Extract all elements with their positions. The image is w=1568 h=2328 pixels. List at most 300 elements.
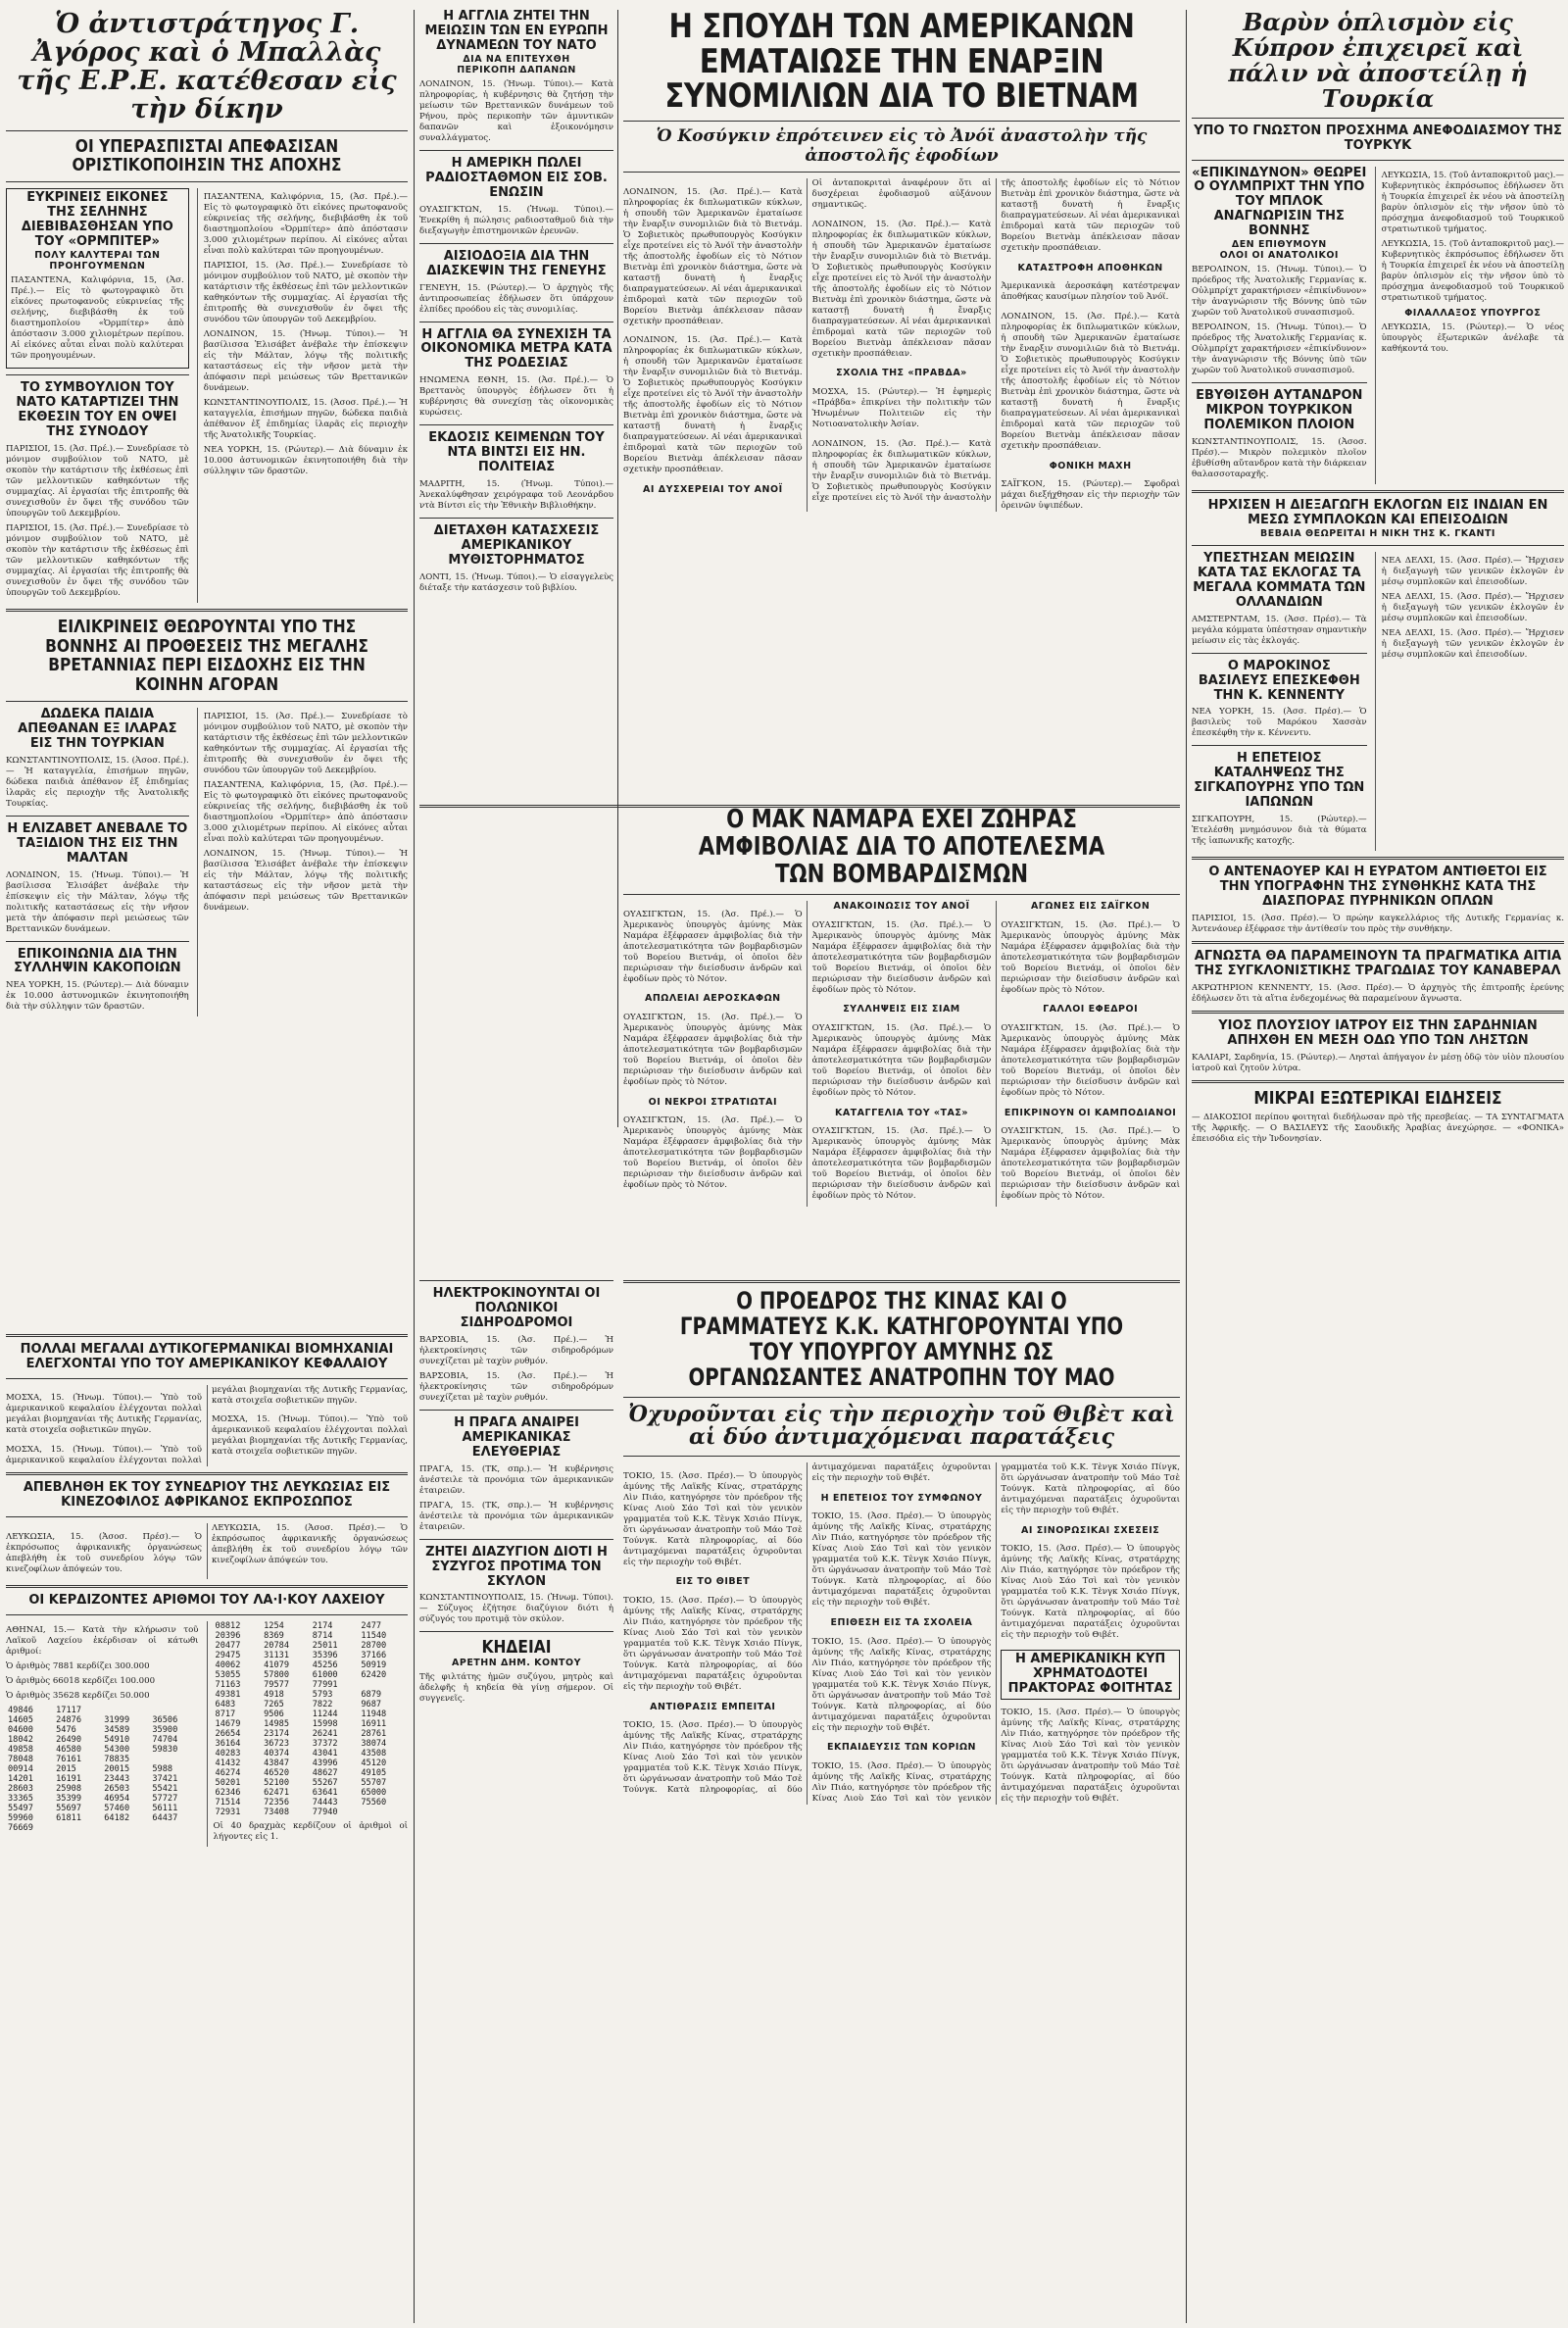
headline-criminals: ΕΠΙΚΟΙΝΩΝΙΑ ΔΙΑ ΤΗΝ ΣΥΛΛΗΨΙΝ ΚΑΚΟΠΟΙΩΝ xyxy=(14,946,181,976)
lottery-number: 52100 xyxy=(264,1777,289,1788)
lottery-number: 57460 xyxy=(104,1803,130,1813)
lottery-number: 6879 xyxy=(361,1689,382,1700)
article-depots-body: Ἀμερικανικὰ ἀεροσκάφη κατέστρεψαν ἀποθήκας καυσίμων πλησίον τοῦ Ἀνόϊ. xyxy=(1001,281,1180,303)
article-china-body-6: ΤΟΚΙΟ, 15. (Ἀσσ. Πρέσ).— Ὁ ὑπουργὸς ἀμύνης τῆς Λαϊκῆς Κίνας, στρατάρχης Λὶν Πιάο, κατηγόρησε τὸν πρόεδρον τῆς Κίνας Λιοὺ Σάο Τσὶ καὶ τὸν γενικὸν γραμματέα τοῦ Κ.Κ. Τὲνγκ Χσιάο Πίνγκ, ὅτι ὠργάνωσαν ἀνατροπὴν τοῦ Μάο Τσὲ Τούνγκ. Κατὰ πληροφορίας, αἱ δύο ἀντιμαχόμεναι παρατάξεις ὀχυροῦνται εἰς τὴν περιοχὴν τοῦ Θιβέτ. xyxy=(811,1462,1180,1804)
article-divorce-body: ΚΩΝΣΤΑΝΤΙΝΟΥΠΟΛΙΣ, 15. (Ἠνωμ. Τύποι).— Σύζυγος ἐζήτησε διαζύγιον διότι ἡ σύζυγός του προτιμᾷ τὸν σκύλον. xyxy=(419,1593,613,1625)
lottery-number: 00914 xyxy=(8,1763,33,1774)
lottery-number: 59960 xyxy=(8,1812,33,1823)
lottery-row xyxy=(214,1739,408,1749)
article-trial-body-4: ΚΩΝΣΤΑΝΤΙΝΟΥΠΟΛΙΣ, 15. (Ἀσοσ. Πρέ.).— Ἡ καταγγελία, ἐπισήμων πηγῶν, δώδεκα παιδιὰ ἀπέθανον ἐξ ἐπιδημίας ἱλαρᾶς εἰς περιοχὴν τῆς Ἀνατολικῆς Τουρκίας. xyxy=(203,398,408,441)
article-vietnam-body-5: ΛΟΝΔΙΝΟΝ, 15. (Ἀσ. Πρέ.).— Κατὰ πληροφορίας ἐκ διπλωματικῶν κύκλων, ἡ σπουδὴ τῶν Ἀμερικανῶν ἐματαίωσε τὴν ἔναρξιν συνομιλιῶν διὰ τὸ Βιετνάμ. Ὁ Σοβιετικὸς πρωθυπουργὸς Κοσύγκιν εἶχε προτείνει εἰς τὸ Ἀνόϊ τὴν ἀναστολὴν τῆς ἀποστολῆς ἐφοδίων εἰς τὸ Νότιον Βιετνὰμ ἐπὶ χρονικὸν διάστημα, ὥστε νὰ καταστῇ δυνατὴ ἡ ἔναρξις διαπραγματεύσεων. Αἱ νέαι ἀμερικανικαὶ ἐπιδρομαὶ κατὰ τῶν περιοχῶν τοῦ Βορείου Βιετνὰμ ἀπέκλεισαν πᾶσαν σχετικὴν προσπάθειαν. xyxy=(1001,311,1180,451)
headline-morocco-king: Ο ΜΑΡΟΚΙΝΟΣ ΒΑΣΙΛΕΥΣ ΕΠΕΣΚΕΦΘΗ ΤΗΝ Κ. ΚΕΝΝΕΝΤΥ xyxy=(1198,658,1360,703)
lottery-second-prize: Ὁ ἀριθμὸς 66018 κερδίζει 100.000 xyxy=(6,1675,156,1686)
lottery-number: 08812 xyxy=(215,1620,241,1631)
lottery-row xyxy=(6,1745,199,1755)
lottery-number: 41079 xyxy=(264,1659,289,1670)
article-bonn-body-2: ΠΑΣΑΝΤΕΝΑ, Καλιφόρνια, 15, (Ἀσ. Πρέ.).— Εἰς τὸ φωτογραφικὸ ὅτι εἰκόνες πρωτοφανοῦς εὐκρινείας τῆς σελήνης, διεβιβάσθη ἐκ τοῦ διαστημοπλοίου «Ὀρμπίτερ» ἀπὸ ἀπόστασιν 3.000 χιλιομέτρων περίπου. Αἱ εἰκόνες αὗται εἶναι πολὺ καλύτεραι τῶν προηγουμένων. xyxy=(203,779,408,844)
article-battle-body: ΣΑΪΓΚΟΝ, 15. (Ρώυτερ).— Σφοδραὶ μάχαι διεξήχθησαν εἰς τὴν περιοχὴν τῶν ὀρεινῶν ὑψιπέδων. xyxy=(1001,479,1180,512)
article-morocco-body: ΝΕΑ ΥΟΡΚΗ, 15. (Ἀσσ. Πρέσ).— Ὁ βασιλεὺς τοῦ Μαρόκου Χασσὰν ἐπεσκέφθη τὴν κ. Κέννεντυ. xyxy=(1192,707,1367,739)
article-vinci-body: ΜΑΔΡΙΤΗ, 15. (Ἠνωμ. Τύποι).— Ἀνεκαλύφθησαν χειρόγραφα τοῦ Λεονάρδου ντὰ Βίντσι εἰς τὴν Ἐθνικὴν Βιβλιοθήκην. xyxy=(419,479,613,512)
lottery-number: 62420 xyxy=(361,1669,387,1680)
lottery-number: 15998 xyxy=(312,1718,338,1729)
lottery-number: 64437 xyxy=(152,1812,178,1823)
article-nicosia-body-2: ΛΕΥΚΩΣΙΑ, 15. (Ἀσοσ. Πρέσ).— Ὁ ἐκπρόσωπος ἀφρικανικῆς ὀργανώσεως ἀπεβλήθη ἐκ τοῦ συνεδρίου λόγῳ τῶν κινεζοφίλων ἀπόψεών του. xyxy=(212,1522,408,1565)
lottery-number: 64182 xyxy=(104,1812,130,1823)
article-prague-body-2: ΠΡΑΓΑ, 15. (ΤΚ, σπρ.).— Ἡ κυβέρνησις ἀνέστειλε τὰ προνόμια τῶν ἀμερικανικῶν ἐταιρειῶν. xyxy=(419,1500,613,1532)
headline-geneva: ΑΙΣΙΟΔΟΞΙΑ ΔΙΑ ΤΗΝ ΔΙΑΣΚΕΨΙΝ ΤΗΣ ΓΕΝΕΥΗΣ xyxy=(426,248,607,278)
lottery-number: 04600 xyxy=(8,1724,33,1735)
article-industries-body: ΜΟΣΧΑ, 15. (Ἠνωμ. Τύποι).— Ὑπὸ τοῦ ἀμερικανικοῦ κεφαλαίου ἐλέγχονται πολλαὶ μεγάλαι βιομηχανίαι τῆς Δυτικῆς Γερμανίας, κατὰ στοιχεῖα σοβιετικῶν πηγῶν. xyxy=(6,1393,202,1436)
headline-dutch-elections: ΥΠΕΣΤΗΣΑΝ ΜΕΙΩΣΙΝ ΚΑΤΑ ΤΑΣ ΕΚΛΟΓΑΣ ΤΑ ΜΕΓΑΛΑ ΚΟΜΜΑΤΑ ΤΩΝ ΟΛΛΑΝΔΙΩΝ xyxy=(1193,550,1366,610)
article-cyprus-body: ΛΕΥΚΩΣΙΑ, 15. (Τοῦ ἀνταποκριτοῦ μας).— Κυβερνητικὸς ἐκπρόσωπος ἐδήλωσεν ὅτι ἡ Τουρκία ἐπιχειρεῖ ἐκ νέου νὰ ἀποστείλῃ βαρὺν ὁπλισμὸν εἰς τὴν νῆσον ὑπὸ τὸ πρόσχημα ἀνεφοδιασμοῦ τοῦ Τουρκικοῦ στρατιωτικοῦ τμήματος. xyxy=(1381,170,1564,234)
lottery-number: 78048 xyxy=(8,1754,33,1764)
lottery-number: 14201 xyxy=(8,1773,33,1784)
article-pravda-body: ΜΟΣΧΑ, 15. (Ρώυτερ).— Ἡ ἐφημερὶς «Πράβδα» ἐπικρίνει τὴν πολιτικὴν τῶν Ἡνωμένων Πολιτειῶν εἰς τὴν Νοτιοανατολικὴν Ἀσίαν. xyxy=(811,386,992,429)
lottery-number: 20396 xyxy=(215,1630,241,1641)
lottery-row xyxy=(6,1764,199,1774)
lottery-number: 50201 xyxy=(215,1777,241,1788)
headline-elizabeth-malta: Η ΕΛΙΖΑΒΕΤ ΑΝΕΒΑΛΕ ΤΟ ΤΑΞΙΔΙΟΝ ΤΗΣ ΕΙΣ ΤΗΝ ΜΑΛΤΑΝ xyxy=(7,820,188,866)
article-nicosia-body: ΛΕΥΚΩΣΙΑ, 15. (Ἀσοσ. Πρέσ).— Ὁ ἐκπρόσωπος ἀφρικανικῆς ὀργανώσεως ἀπεβλήθη ἐκ τοῦ συνεδρίου λόγῳ τῶν κινεζοφίλων ἀπόψεών του. xyxy=(6,1531,202,1574)
lottery-number: 46520 xyxy=(264,1767,289,1778)
headline-adenauer-euratom: Ο ΑΝΤΕΝΑΟΥΕΡ ΚΑΙ Η ΕΥΡΑΤΟΜ ΑΝΤΙΘΕΤΟΙ ΕΙΣ ΤΗΝ ΥΠΟΓΡΑΦΗΝ ΤΗΣ ΣΥΝΘΗΚΗΣ ΚΑΤΑ ΤΗΣ ΔΙΑΣΠΟΡΑΣ ΠΥΡΗΝΙΚΩΝ ΟΠΛΩΝ xyxy=(1208,865,1547,910)
article-mcnamara-body-9: ΟΥΑΣΙΓΚΤΩΝ, 15. (Ἀσ. Πρέ.).— Ὁ Ἀμερικανὸς ὑπουργὸς ἀμύνης Μὰκ Ναμάρα ἐξέφρασεν ἀμφιβολίας διὰ τὴν ἀποτελεσματικότητα τῶν βομβαρδισμῶν τοῦ Βορείου Βιετνάμ, οἱ ὁποῖοι δὲν περιώρισαν τὴν διείσδυσιν ἀνδρῶν καὶ ἐφοδίων πρὸς τὸ Νότον. xyxy=(1001,1126,1180,1202)
subhead-hanoi-statement: ΑΝΑΚΟΙΝΩΣΙΣ ΤΟΥ ΑΝΟΪ xyxy=(833,901,970,913)
lottery-number: 50919 xyxy=(361,1659,387,1670)
article-trial-body-2: ΠΑΡΙΣΙΟΙ, 15. (Ἀσ. Πρέ.).— Συνεδρίασε τὸ μόνιμον συμβούλιον τοῦ ΝΑΤΟ, μὲ σκοπὸν τὴν κατάρτισιν τῆς ἐκθέσεως ἐπὶ τῶν μελλοντικῶν καθηκόντων τῆς συμμαχίας. Αἱ ἐργασίαι τῆς ἐπιτροπῆς θὰ συνεχισθοῦν ἐν ὄψει τῆς συνόδου τῶν ὑπουργῶν τοῦ Δεκεμβρίου. xyxy=(203,261,408,325)
mcnamara-story-content xyxy=(623,806,1180,1266)
lottery-table-b xyxy=(214,1621,408,1817)
article-ship-body: ΚΩΝΣΤΑΝΤΙΝΟΥΠΟΛΙΣ, 15. (Ἀσοσ. Πρέσ).— Μικρὸν πολεμικὸν πλοῖον ἐβυθίσθη αὔτανδρον κατὰ τὴν διάρκειαν θαλασσοταραχῆς. xyxy=(1192,437,1367,479)
lottery-number: 45120 xyxy=(361,1758,387,1768)
lottery-number: 41432 xyxy=(215,1758,241,1768)
lottery-number xyxy=(54,1823,102,1833)
lottery-number: 8717 xyxy=(215,1709,236,1719)
lottery-number: 46274 xyxy=(215,1767,241,1778)
subhead-anniversary: Η ΕΠΕΤΕΙΟΣ ΤΟΥ ΣΥΜΦΩΝΟΥ xyxy=(820,1492,983,1504)
subhead-sino-soviet: ΑΙ ΣΙΝΟΡΩΣΙΚΑΙ ΣΧΕΣΕΙΣ xyxy=(1021,1524,1160,1536)
lottery-number: 23443 xyxy=(104,1773,130,1784)
lottery-number: 14605 xyxy=(8,1714,33,1725)
lottery-number: 2174 xyxy=(312,1620,333,1631)
headline-defenders: ΟΙ ΥΠΕΡΑΣΠΙΣΤΑΙ ΑΠΕΦΑΣΙΣΑΝ ΟΡΙΣΤΙΚΟΠΟΙΗΣΙΝ ΤΗΣ ΑΠΟΧΗΣ xyxy=(72,135,342,176)
article-china-body-4: ΤΟΚΙΟ, 15. (Ἀσσ. Πρέσ).— Ὁ ὑπουργὸς ἀμύνης τῆς Λαϊκῆς Κίνας, στρατάρχης Λὶν Πιάο, κατηγόρησε τὸν πρόεδρον τῆς Κίνας Λιοὺ Σάο Τσὶ καὶ τὸν γενικὸν γραμματέα τοῦ Κ.Κ. Τὲνγκ Χσιάο Πίνγκ, ὅτι ὠργάνωσαν ἀνατροπὴν τοῦ Μάο Τσὲ Τούνγκ. Κατὰ πληροφορίας, αἱ δύο ἀντιμαχόμεναι παρατάξεις ὀχυροῦνται εἰς τὴν περιοχὴν τοῦ Θιβέτ. xyxy=(811,1511,992,1609)
lottery-number: 5793 xyxy=(312,1689,333,1700)
lottery-number: 54300 xyxy=(104,1744,130,1755)
lottery-row xyxy=(214,1651,408,1660)
subheadline-moon: ΠΟΛΥ ΚΑΛΥΤΕΡΑΙ ΤΩΝ ΠΡΟΗΓΟΥΜΕΝΩΝ xyxy=(34,249,161,272)
lottery-number: 55421 xyxy=(152,1783,178,1794)
article-mcnamara-body-2: ΟΥΑΣΙΓΚΤΩΝ, 15. (Ἀσ. Πρέ.).— Ὁ Ἀμερικανὸς ὑπουργὸς ἀμύνης Μὰκ Ναμάρα ἐξέφρασεν ἀμφιβολίας διὰ τὴν ἀποτελεσματικότητα τῶν βομβαρδισμῶν τοῦ Βορείου Βιετνάμ, οἱ ὁποῖοι δὲν περιώρισαν τὴν διείσδυσιν ἀνδρῶν καὶ ἐφοδίων πρὸς τὸ Νότον. xyxy=(623,1013,803,1088)
lottery-number: 62346 xyxy=(215,1787,241,1798)
lottery-row xyxy=(214,1621,408,1631)
subhead-girls-training: ΕΚΠΑΙΔΕΥΣΙΣ ΤΩΝ ΚΟΡΙΩΝ xyxy=(826,1742,976,1754)
lottery-row xyxy=(214,1729,408,1739)
article-mcnamara-body-3: ΟΥΑΣΙΓΚΤΩΝ, 15. (Ἀσ. Πρέ.).— Ὁ Ἀμερικανὸς ὑπουργὸς ἀμύνης Μὰκ Ναμάρα ἐξέφρασεν ἀμφιβολίας διὰ τὴν ἀποτελεσματικότητα τῶν βομβαρδισμῶν τοῦ Βορείου Βιετνάμ, οἱ ὁποῖοι δὲν περιώρισαν τὴν διείσδυσιν ἀνδρῶν καὶ ἐφοδίων πρὸς τὸ Νότον. xyxy=(623,1115,803,1191)
article-china-body-3: ΤΟΚΙΟ, 15. (Ἀσσ. Πρέσ).— Ὁ ὑπουργὸς ἀμύνης τῆς Λαϊκῆς Κίνας, στρατάρχης Λὶν Πιάο, κατηγόρησε τὸν πρόεδρον τῆς Κίνας Λιοὺ Σάο Τσὶ καὶ τὸν γενικὸν γραμματέα τοῦ Κ.Κ. Τὲνγκ Χσιάο Πίνγκ, ὅτι ὠργάνωσαν ἀνατροπὴν τοῦ Μάο Τσὲ Τούνγκ. Κατὰ πληροφορίας, αἱ δύο ἀντιμαχόμεναι παρατάξεις ὀχυροῦνται εἰς τὴν περιοχὴν τοῦ Θιβέτ. xyxy=(623,1462,992,1796)
subhead-saigon: ΑΓΩΝΕΣ ΕΙΣ ΣΑΪΓΚΟΝ xyxy=(1030,901,1151,913)
article-bonn-body-3: ΛΟΝΔΙΝΟΝ, 15. (Ἠνωμ. Τύποι).— Ἡ βασίλισσα Ἐλισάβετ ἀνέβαλε τὴν ἐπίσκεψιν εἰς τὴν Μάλταν, λόγῳ τῆς πολιτικῆς καταστάσεως εἰς τὴν νῆσον μετὰ τὴν ἀπόφασιν περὶ μειώσεως τῶν Βρεττανικῶν δυνάμεων. xyxy=(203,848,408,913)
lottery-number: 14679 xyxy=(215,1718,241,1729)
subhead-french-reservists: ΓΑΛΛΟΙ ΕΦΕΔΡΟΙ xyxy=(1043,1004,1139,1015)
lottery-row xyxy=(214,1709,408,1719)
article-prague-body: ΠΡΑΓΑ, 15. (ΤΚ, σπρ.).— Ἡ κυβέρνησις ἀνέστειλε τὰ προνόμια τῶν ἀμερικανικῶν ἐταιρειῶν. xyxy=(419,1463,613,1496)
lottery-number: 26241 xyxy=(312,1728,338,1739)
lottery-number: 59830 xyxy=(152,1744,178,1755)
lottery-row xyxy=(6,1813,199,1823)
lottery-number: 49846 xyxy=(8,1705,33,1715)
subheadline-achieve: ΔΙΑ ΝΑ ΕΠΙΤΕΥΧΘΗ xyxy=(463,53,570,65)
lottery-number: 35900 xyxy=(152,1724,178,1735)
lottery-number: 76161 xyxy=(56,1754,81,1764)
article-mcnamara-body: ΟΥΑΣΙΓΚΤΩΝ, 15. (Ἀσ. Πρέ.).— Ὁ Ἀμερικανὸς ὑπουργὸς ἀμύνης Μὰκ Ναμάρα ἐξέφρασεν ἀμφιβολίας διὰ τὴν ἀποτελεσματικότητα τῶν βομβαρδισμῶν τοῦ Βορείου Βιετνάμ, οἱ ὁποῖοι δὲν περιώρισαν τὴν διείσδυσιν ἀνδρῶν καὶ ἐφοδίων πρὸς τὸ Νότον. xyxy=(623,909,803,984)
article-china-body-2: ΤΟΚΙΟ, 15. (Ἀσσ. Πρέσ).— Ὁ ὑπουργὸς ἀμύνης τῆς Λαϊκῆς Κίνας, στρατάρχης Λὶν Πιάο, κατηγόρησε τὸν πρόεδρον τῆς Κίνας Λιοὺ Σάο Τσὶ καὶ τὸν γενικὸν γραμματέα τοῦ Κ.Κ. Τὲνγκ Χσιάο Πίνγκ, ὅτι ὠργάνωσαν ἀνατροπὴν τοῦ Μάο Τσὲ Τούνγκ. Κατὰ πληροφορίας, αἱ δύο ἀντιμαχόμεναι παρατάξεις ὀχυροῦνται εἰς τὴν περιοχὴν τοῦ Θιβέτ. xyxy=(623,1595,803,1692)
subhead-cambodians: ΕΠΙΚΡΙΝΟΥΝ ΟΙ ΚΑΜΠΟΔΙΑΝΟΙ xyxy=(1004,1107,1177,1118)
lottery-number: 14985 xyxy=(264,1718,289,1729)
lottery-number: 36723 xyxy=(264,1738,289,1749)
lottery-number: 35399 xyxy=(56,1793,81,1804)
lottery-number xyxy=(150,1755,198,1764)
lottery-number: 1254 xyxy=(264,1620,284,1631)
lottery-number: 61000 xyxy=(312,1669,338,1680)
column-rule xyxy=(414,10,415,2323)
headline-singapore: Η ΕΠΕΤΕΙΟΣ ΚΑΤΑΛΗΨΕΩΣ ΤΗΣ ΣΙΓΚΑΠΟΥΡΗΣ ΥΠΟ ΤΩΝ ΙΑΠΩΝΩΝ xyxy=(1194,751,1365,811)
lottery-number: 2477 xyxy=(361,1620,382,1631)
subhead-tibet: ΕΙΣ ΤΟ ΘΙΒΕΤ xyxy=(675,1576,751,1588)
article-trial-body-3: ΛΟΝΔΙΝΟΝ, 15. (Ἠνωμ. Τύποι).— Ἡ βασίλισσα Ἐλισάβετ ἀνέβαλε τὴν ἐπίσκεψιν εἰς τὴν Μάλταν, λόγῳ τῆς πολιτικῆς καταστάσεως εἰς τὴν νῆσον μετὰ τὴν ἀπόφασιν περὶ μειώσεως τῶν Βρεττανικῶν δυνάμεων. xyxy=(203,329,408,394)
subhead-aircraft-losses: ΑΠΩΛΕΙΑΙ ΑΕΡΟΣΚΑΦΩΝ xyxy=(645,993,781,1005)
lottery-number: 33365 xyxy=(8,1793,33,1804)
article-nato-reduction-body: ΛΟΝΔΙΝΟΝ, 15. (Ἠνωμ. Τύποι).— Κατὰ πληροφορίας, ἡ κυβέρνησις θὰ ζητήσῃ τὴν μείωσιν τῶν Βρεττανικῶν δυνάμεων τοῦ Ρήνου, πρὸς περικοπὴν τῶν ἀμυντικῶν δαπανῶν καὶ ἐξοικονόμησιν συναλλάγματος. xyxy=(419,78,613,143)
subhead-depots: ΚΑΤΑΣΤΡΟΦΗ ΑΠΟΘΗΚΩΝ xyxy=(1017,262,1163,273)
lottery-number: 16911 xyxy=(361,1718,387,1729)
lottery-number: 18042 xyxy=(8,1734,33,1745)
lottery-number: 38074 xyxy=(361,1738,387,1749)
article-cyprus-body-2: ΛΕΥΚΩΣΙΑ, 15. (Τοῦ ἀνταποκριτοῦ μας).— Κυβερνητικὸς ἐκπρόσωπος ἐδήλωσεν ὅτι ἡ Τουρκία ἐπιχειρεῖ ἐκ νέου νὰ ἀποστείλῃ βαρὺν ὁπλισμὸν εἰς τὴν νῆσον ὑπὸ τὸ πρόσχημα ἀνεφοδιασμοῦ τοῦ Τουρκικοῦ στρατιωτικοῦ τμήματος. xyxy=(1381,238,1564,303)
headline-india-elections: ΗΡΧΙΣΕΝ Η ΔΙΕΞΑΓΩΓΗ ΕΚΛΟΓΩΝ ΕΙΣ ΙΝΔΙΑΝ ΕΝ ΜΕΣΩ ΣΥΜΠΛΟΚΩΝ ΚΑΙ ΕΠΕΙΣΟΔΙΩΝ xyxy=(1207,498,1548,527)
lottery-number: 61811 xyxy=(56,1812,81,1823)
second-column-lower xyxy=(419,1274,613,2318)
lottery-number: 72931 xyxy=(215,1807,241,1817)
article-india-body-2: ΝΕΑ ΔΕΛΧΙ, 15. (Ἀσσ. Πρέσ).— Ἤρχισεν ἡ διεξαγωγὴ τῶν γενικῶν ἐκλογῶν ἐν μέσῳ συμπλοκῶν καὶ ἐπεισοδίων. xyxy=(1381,591,1564,623)
lottery-number: 55697 xyxy=(56,1803,81,1813)
article-canaveral-body: ΑΚΡΩΤΗΡΙΟΝ ΚΕΝΝΕΝΤΥ, 15. (Ἀσσ. Πρέσ).— Ὁ ἀρχηγὸς τῆς ἐπιτροπῆς ἐρεύνης ἐδήλωσεν ὅτι τὰ αἴτια ἐνδεχομένως θὰ παραμείνουν ἄγνωστα. xyxy=(1192,982,1564,1004)
article-nato-body-continued: ΠΑΡΙΣΙΟΙ, 15. (Ἀσ. Πρέ.).— Συνεδρίασε τὸ μόνιμον συμβούλιον τοῦ ΝΑΤΟ, μὲ σκοπὸν τὴν κατάρτισιν τῆς ἐκθέσεως ἐπὶ τῶν μελλοντικῶν καθηκόντων τῆς συμμαχίας. Αἱ ἐργασίαι τῆς ἐπιτροπῆς θὰ συνεχισθοῦν ἐν ὄψει τῆς συνόδου τῶν ὑπουργῶν τοῦ Δεκεμβρίου. xyxy=(6,522,189,598)
lottery-number: 20784 xyxy=(264,1640,289,1651)
lottery-number: 31131 xyxy=(264,1650,289,1660)
lottery-row xyxy=(214,1768,408,1778)
article-geneva-body: ΓΕΝΕΥΗ, 15. (Ρώυτερ).— Ὁ ἀρχηγὸς τῆς ἀντιπροσωπείας ἐδήλωσεν ὅτι ὑπάρχουν ἐλπίδες προόδου εἰς τὰς συνομιλίας. xyxy=(419,282,613,315)
headline-turkish-ship: ΕΒΥΘΙΣΘΗ ΑΥΤΑΝΔΡΟΝ ΜΙΚΡΟΝ ΤΟΥΡΚΙΚΟΝ ΠΟΛΕΜΙΚΟΝ ΠΛΟΙΟΝ xyxy=(1196,388,1363,433)
lottery-number: 2015 xyxy=(56,1763,76,1774)
lottery-first-prize: Ὁ ἀριθμὸς 7881 κερδίζει 300.000 xyxy=(6,1660,150,1671)
headline-polish-railways: ΗΛΕΚΤΡΟΚΙΝΟΥΝΤΑΙ ΟΙ ΠΟΛΩΝΙΚΟΙ ΣΙΔΗΡΟΔΡΟΜΟΙ xyxy=(432,1286,601,1330)
headline-german-industries: ΠΟΛΛΑΙ ΜΕΓΑΛΑΙ ΔΥΤΙΚΟΓΕΡΜΑΝΙΚΑΙ ΒΙΟΜΗΧΑΝΙΑΙ ΕΛΕΓΧΟΝΤΑΙ ΥΠΟ ΤΟΥ ΑΜΕΡΙΚΑΝΙΚΟΥ ΚΕΦΑΛΑΙΟΥ xyxy=(20,1342,394,1371)
headline-moon-images: ΕΥΚΡΙΝΕΙΣ ΕΙΚΟΝΕΣ ΤΗΣ ΣΕΛΗΝΗΣ ΔΙΕΒΙΒΑΣΘΗΣΑΝ ΥΠΟ ΤΟΥ «ΟΡΜΠΙΤΕΡ» xyxy=(21,190,173,250)
lottery-number: 25908 xyxy=(56,1783,81,1794)
lottery-number: 11540 xyxy=(361,1630,387,1641)
subheadline-tibet: Ὀχυροῦνται εἰς τὴν περιοχὴν τοῦ Θιβὲτ καὶ αἱ δύο ἀντιμαχόμεναι παρατάξεις xyxy=(628,1401,1175,1451)
subhead-dead-soldiers: ΟΙ ΝΕΚΡΟΙ ΣΤΡΑΤΙΩΤΑΙ xyxy=(648,1096,777,1108)
lottery-number: 36506 xyxy=(152,1714,178,1725)
lottery-number: 46954 xyxy=(104,1793,130,1804)
headline-mcnamara: Ο ΜΑΚ ΝΑΜΑΡΑ ΕΧΕΙ ΖΩΗΡΑΣ ΑΜΦΙΒΟΛΙΑΣ ΔΙΑ ΤΟ ΑΠΟΤΕΛΕΣΜΑ ΤΩΝ ΒΟΜΒΑΡΔΙΣΜΩΝ xyxy=(698,806,1105,890)
lottery-number: 78835 xyxy=(104,1754,130,1764)
lottery-row xyxy=(6,1715,199,1725)
headline-divorce-dog: ΖΗΤΕΙ ΔΙΑΖΥΓΙΟΝ ΔΙΟΤΙ Η ΣΥΖΥΓΟΣ ΠΡΟΤΙΜΑ ΤΟΝ ΣΚΥΛΟΝ xyxy=(425,1544,608,1589)
lottery-number: 28761 xyxy=(361,1728,387,1739)
lottery-number: 5476 xyxy=(56,1724,76,1735)
lottery-number: 23174 xyxy=(264,1728,289,1739)
lottery-number: 49381 xyxy=(215,1689,241,1700)
article-india-body: ΝΕΑ ΔΕΛΧΙ, 15. (Ἀσσ. Πρέσ).— Ἤρχισεν ἡ διεξαγωγὴ τῶν γενικῶν ἐκλογῶν ἐν μέσῳ συμπλοκῶν καὶ ἐπεισοδίων. xyxy=(1381,555,1564,587)
lottery-row xyxy=(214,1749,408,1758)
article-minister-body: ΛΕΥΚΩΣΙΑ, 15. (Ρώυτερ).— Ὁ νέος ὑπουργὸς ἐξωτερικῶν ἀνέλαβε τὰ καθήκοντά του. xyxy=(1381,322,1564,354)
article-industries-body-2: ΜΟΣΧΑ, 15. (Ἠνωμ. Τύποι).— Ὑπὸ τοῦ ἀμερικανικοῦ κεφαλαίου ἐλέγχονται πολλαὶ μεγάλαι βιομηχανίαι τῆς Δυτικῆς Γερμανίας, κατὰ στοιχεῖα σοβιετικῶν πηγῶν. xyxy=(6,1384,408,1466)
lottery-row xyxy=(6,1804,199,1813)
lottery-number: 55267 xyxy=(312,1777,338,1788)
lottery-number: 31999 xyxy=(104,1714,130,1725)
lottery-number: 26490 xyxy=(56,1734,81,1745)
lottery-number xyxy=(102,1823,150,1833)
lottery-number: 28603 xyxy=(8,1783,33,1794)
article-ulbricht-body: ΒΕΡΟΛΙΝΟΝ, 15. (Ἠνωμ. Τύποι).— Ὁ πρόεδρος τῆς Ἀνατολικῆς Γερμανίας κ. Οὐλμπρίχτ χαρακτήρισεν «ἐπικίνδυνον» τὴν ἀναγνώρισιν τῆς Βόννης ὑπὸ τῶν χωρῶν τοῦ Ἀνατολικοῦ συνασπισμοῦ. xyxy=(1192,265,1367,319)
lottery-number: 53055 xyxy=(215,1669,241,1680)
headline-cyprus-weapons: Βαρὺν ὁπλισμὸν εἰς Κύπρον ἐπιχειρεῖ καὶ πάλιν νὰ ἀποστείλῃ ἡ Τουρκία xyxy=(1228,10,1528,113)
subhead-tass: ΚΑΤΑΓΓΕΛΙΑ ΤΟΥ «ΤΑΣ» xyxy=(834,1107,968,1118)
lottery-third-prize: Ὁ ἀριθμὸς 35628 κερδίζει 50.000 xyxy=(6,1690,150,1701)
lottery-number: 5988 xyxy=(152,1763,173,1774)
article-china-body-7: ΤΟΚΙΟ, 15. (Ἀσσ. Πρέσ).— Ὁ ὑπουργὸς ἀμύνης τῆς Λαϊκῆς Κίνας, στρατάρχης Λὶν Πιάο, κατηγόρησε τὸν πρόεδρον τῆς Κίνας Λιοὺ Σάο Τσὶ καὶ τὸν γενικὸν γραμματέα τοῦ Κ.Κ. Τὲνγκ Χσιάο Πίνγκ, ὅτι ὠργάνωσαν ἀνατροπὴν τοῦ Μάο Τσὲ Τούνγκ. Κατὰ πληροφορίας, αἱ δύο ἀντιμαχόμεναι παρατάξεις ὀχυροῦνται εἰς τὴν περιοχὴν τοῦ Θιβέτ. xyxy=(1001,1544,1180,1641)
left-column xyxy=(6,10,408,1328)
headline-nato-reduction: Η ΑΓΓΛΙΑ ΖΗΤΕΙ ΤΗΝ ΜΕΙΩΣΙΝ ΤΩΝ ΕΝ ΕΥΡΩΠΗ ΔΥΝΑΜΕΩΝ ΤΟΥ ΝΑΤΟ xyxy=(424,10,609,53)
lottery-number: 72356 xyxy=(264,1797,289,1808)
lottery-number: 6483 xyxy=(215,1699,236,1709)
lottery-number: 43847 xyxy=(264,1758,289,1768)
column-rule xyxy=(1186,10,1187,2323)
subhead-minister: ΦΙΛΑΛΛΑΞΟΣ ΥΠΟΥΡΓΟΣ xyxy=(1404,307,1542,319)
lottery-number: 36164 xyxy=(215,1738,241,1749)
lottery-number: 37166 xyxy=(361,1650,387,1660)
subheadline-gandhi: ΒΕΒΑΙΑ ΘΕΩΡΕΙΤΑΙ Η ΝΙΚΗ ΤΗΣ Κ. ΓΚΑΝΤΙ xyxy=(1260,527,1495,539)
article-mcnamara-body-6: ΟΥΑΣΙΓΚΤΩΝ, 15. (Ἀσ. Πρέ.).— Ὁ Ἀμερικανὸς ὑπουργὸς ἀμύνης Μὰκ Ναμάρα ἐξέφρασεν ἀμφιβολίας διὰ τὴν ἀποτελεσματικότητα τῶν βομβαρδισμῶν τοῦ Βορείου Βιετνάμ, οἱ ὁποῖοι δὲν περιώρισαν τὴν διείσδυσιν ἀνδρῶν καὶ ἐφοδίων πρὸς τὸ Νότον. xyxy=(811,1126,992,1202)
lottery-number xyxy=(150,1823,198,1833)
lottery-table-a xyxy=(6,1706,199,1833)
lottery-number: 26654 xyxy=(215,1728,241,1739)
lottery-row xyxy=(214,1758,408,1768)
lottery-number: 40062 xyxy=(215,1659,241,1670)
lottery-row xyxy=(214,1670,408,1680)
article-nato-body: ΠΑΡΙΣΙΟΙ, 15. (Ἀσ. Πρέ.).— Συνεδρίασε τὸ μόνιμον συμβούλιον τοῦ ΝΑΤΟ, μὲ σκοπὸν τὴν κατάρτισιν τῆς ἐκθέσεως ἐπὶ τῶν μελλοντικῶν καθηκόντων τῆς συμμαχίας. Αἱ ἐργασίαι τῆς ἐπιτροπῆς θὰ συνεχισθοῦν ἐν ὄψει τῆς συνόδου τῶν ὑπουργῶν τοῦ Δεκεμβρίου. xyxy=(6,443,189,519)
lottery-number: 63641 xyxy=(312,1787,338,1798)
lottery-number: 9687 xyxy=(361,1699,382,1709)
lottery-number: 75560 xyxy=(361,1797,387,1808)
lottery-row xyxy=(6,1725,199,1735)
lottery-number: 34589 xyxy=(104,1724,130,1735)
article-bonn-body: ΠΑΡΙΣΙΟΙ, 15. (Ἀσ. Πρέ.).— Συνεδρίασε τὸ μόνιμον συμβούλιον τοῦ ΝΑΤΟ, μὲ σκοπὸν τὴν κατάρτισιν τῆς ἐκθέσεως ἐπὶ τῶν μελλοντικῶν καθηκόντων τῆς συμμαχίας. Αἱ ἐργασίαι τῆς ἐπιτροπῆς θὰ συνεχισθοῦν ἐν ὄψει τῆς συνόδου τῶν ὑπουργῶν τοῦ Δεκεμβρίου. xyxy=(203,711,408,775)
funeral-notice-body: Τῆς φιλτάτης ἡμῶν συζύγου, μητρὸς καὶ ἀδελφῆς ἡ κηδεία θὰ γίνῃ σήμερον. Οἱ συγγενεῖς. xyxy=(419,1672,613,1705)
lottery-number: 8714 xyxy=(312,1630,333,1641)
lottery-number: 49105 xyxy=(361,1767,387,1778)
headline-turkey-children: ΔΩΔΕΚΑ ΠΑΙΔΙΑ ΑΠΕΘΑΝΑΝ ΕΞ ΙΛΑΡΑΣ ΕΙΣ ΤΗΝ ΤΟΥΡΚΙΑΝ xyxy=(18,706,177,751)
lottery-number: 48627 xyxy=(312,1767,338,1778)
article-elizabeth-body: ΛΟΝΔΙΝΟΝ, 15. (Ἠνωμ. Τύποι).— Ἡ βασίλισσα Ἐλισάβετ ἀνέβαλε τὴν ἐπίσκεψιν εἰς τὴν Μάλταν, λόγῳ τῆς πολιτικῆς καταστάσεως εἰς τὴν νῆσον μετὰ τὴν ἀπόφασιν περὶ μειώσεως τῶν Βρεττανικῶν δυνάμεων. xyxy=(6,869,189,934)
lottery-row xyxy=(6,1784,199,1794)
article-trial-body: ΠΑΣΑΝΤΕΝΑ, Καλιφόρνια, 15, (Ἀσ. Πρέ.).— Εἰς τὸ φωτογραφικὸ ὅτι εἰκόνες πρωτοφανοῦς εὐκρινείας τῆς σελήνης, διεβιβάσθη ἐκ τοῦ διαστημοπλοίου «Ὀρμπίτερ» ἀπὸ ἀπόστασιν 3.000 χιλιομέτρων περίπου. Αἱ εἰκόνες αὗται εἶναι πολὺ καλύτεραι τῶν προηγουμένων. xyxy=(203,192,408,257)
lottery-row xyxy=(6,1755,199,1764)
lottery-number: 74704 xyxy=(152,1734,178,1745)
article-cia-body: ΤΟΚΙΟ, 15. (Ἀσσ. Πρέσ).— Ὁ ὑπουργὸς ἀμύνης τῆς Λαϊκῆς Κίνας, στρατάρχης Λὶν Πιάο, κατηγόρησε τὸν πρόεδρον τῆς Κίνας Λιοὺ Σάο Τσὶ καὶ τὸν γενικὸν γραμματέα τοῦ Κ.Κ. Τὲνγκ Χσιάο Πίνγκ, ὅτι ὠργάνωσαν ἀνατροπὴν τοῦ Μάο Τσὲ Τούνγκ. Κατὰ πληροφορίας, αἱ δύο ἀντιμαχόμεναι παρατάξεις ὀχυροῦνται εἰς τὴν περιοχὴν τοῦ Θιβέτ. xyxy=(1001,1708,1180,1805)
right-column xyxy=(1192,10,1564,2323)
article-mcnamara-body-4: ΟΥΑΣΙΓΚΤΩΝ, 15. (Ἀσ. Πρέ.).— Ὁ Ἀμερικανὸς ὑπουργὸς ἀμύνης Μὰκ Ναμάρα ἐξέφρασεν ἀμφιβολίας διὰ τὴν ἀποτελεσματικότητα τῶν βομβαρδισμῶν τοῦ Βορείου Βιετνάμ, οἱ ὁποῖοι δὲν περιώρισαν τὴν διείσδυσιν ἀνδρῶν καὶ ἐφοδίων πρὸς τὸ Νότον. xyxy=(811,919,992,995)
lottery-number: 45256 xyxy=(312,1659,338,1670)
lottery-number: 37372 xyxy=(312,1738,338,1749)
article-mcnamara-body-8: ΟΥΑΣΙΓΚΤΩΝ, 15. (Ἀσ. Πρέ.).— Ὁ Ἀμερικανὸς ὑπουργὸς ἀμύνης Μὰκ Ναμάρα ἐξέφρασεν ἀμφιβολίας διὰ τὴν ἀποτελεσματικότητα τῶν βομβαρδισμῶν τοῦ Βορείου Βιετνάμ, οἱ ὁποῖοι δὲν περιώρισαν τὴν διείσδυσιν ἀνδρῶν καὶ ἐφοδίων πρὸς τὸ Νότον. xyxy=(1001,1023,1180,1099)
headline-bonn-britain: ΕΙΛΙΚΡΙΝΕΙΣ ΘΕΩΡΟΥΝΤΑΙ ΥΠΟ ΤΗΣ ΒΟΝΝΗΣ ΑΙ ΠΡΟΘΕΣΕΙΣ ΤΗΣ ΜΕΓΑΛΗΣ ΒΡΕΤΑΝΝΙΑΣ ΠΕΡΙ ΕΙΣΔΟΧΗΣ ΕΙΣ ΤΗΝ ΚΟΙΝΗΝ ΑΓΟΡΑΝ xyxy=(45,616,368,696)
lottery-number: 26503 xyxy=(104,1783,130,1794)
lottery-number: 71514 xyxy=(215,1797,241,1808)
article-trial-body-5: ΝΕΑ ΥΟΡΚΗ, 15. (Ρώυτερ).— Διὰ δύναμιν ἐκ 10.000 ἀστυνομικῶν ἐκινητοποιήθη διὰ τὴν σύλληψιν τῶν δραστῶν. xyxy=(203,445,408,477)
lottery-row xyxy=(6,1706,199,1715)
article-short-news-body: — ΔΙΑΚΟΣΙΟΙ περίπου φοιτηταὶ διεδήλωσαν πρὸ τῆς πρεσβείας. — ΤΑ ΣΥΝΤΑΓΜΑΤΑ τῆς Ἀφρικῆς. — Ο ΒΑΣΙΛΕΥΣ τῆς Σαουδικῆς Ἀραβίας ἀνεχώρησε. — «ΦΟΝΙΚΑ» ἐπεισόδια εἰς τὴν Ἰνδονησίαν. xyxy=(1192,1112,1564,1144)
headline-radio-station: Η ΑΜΕΡΙΚΗ ΠΩΛΕΙ ΡΑΔΙΟΣΤΑΘΜΟΝ ΕΙΣ ΣΟΒ. ΕΝΩΣΙΝ xyxy=(425,155,608,200)
headline-lottery: ΟΙ ΚΕΡΔΙΖΟΝΤΕΣ ΑΡΙΘΜΟΙ ΤΟΥ ΛΑ·Ι·ΚΟΥ ΛΑΧΕΙΟΥ xyxy=(28,1592,385,1608)
article-vietnam-body-2: ΛΟΝΔΙΝΟΝ, 15. (Ἀσ. Πρέ.).— Κατὰ πληροφορίας ἐκ διπλωματικῶν κύκλων, ἡ σπουδὴ τῶν Ἀμερικανῶν ἐματαίωσε τὴν ἔναρξιν συνομιλιῶν διὰ τὸ Βιετνάμ. Ὁ Σοβιετικὸς πρωθυπουργὸς Κοσύγκιν εἶχε προτείνει εἰς τὸ Ἀνόϊ τὴν ἀναστολὴν τῆς ἀποστολῆς ἐφοδίων εἰς τὸ Νότιον Βιετνὰμ ἐπὶ χρονικὸν διάστημα, ὥστε νὰ καταστῇ δυνατὴ ἡ ἔναρξις διαπραγματεύσεων. Αἱ νέαι ἀμερικανικαὶ ἐπιδρομαὶ κατὰ τῶν περιοχῶν τοῦ Βορείου Βιετνὰμ ἀπέκλεισαν πᾶσαν σχετικὴν προσπάθειαν. xyxy=(623,335,803,475)
lottery-number: 28700 xyxy=(361,1640,387,1651)
article-vietnam-body-3: ΛΟΝΔΙΝΟΝ, 15. (Ἀσ. Πρέ.).— Κατὰ πληροφορίας ἐκ διπλωματικῶν κύκλων, ἡ σπουδὴ τῶν Ἀμερικανῶν ἐματαίωσε τὴν ἔναρξιν συνομιλιῶν διὰ τὸ Βιετνάμ. Ὁ Σοβιετικὸς πρωθυπουργὸς Κοσύγκιν εἶχε προτείνει εἰς τὸ Ἀνόϊ τὴν ἀναστολὴν τῆς ἀποστολῆς ἐφοδίων εἰς τὸ Νότιον Βιετνὰμ ἐπὶ χρονικὸν διάστημα, ὥστε νὰ καταστῇ δυνατὴ ἡ ἔναρξις διαπραγματεύσεων. Αἱ νέαι ἀμερικανικαὶ ἐπιδρομαὶ κατὰ τῶν περιοχῶν τοῦ Βορείου Βιετνὰμ ἀπέκλεισαν πᾶσαν σχετικὴν προσπάθειαν. xyxy=(811,219,992,359)
article-difficulties-body: Οἱ ἀνταποκριταὶ ἀναφέρουν ὅτι αἱ δυσχέρειαι ἐφοδιασμοῦ αὐξάνουν σημαντικῶς. xyxy=(811,178,992,211)
lottery-number: 57727 xyxy=(152,1793,178,1804)
lottery-number: 46580 xyxy=(56,1744,81,1755)
lottery-number: 55497 xyxy=(8,1803,33,1813)
lottery-row xyxy=(214,1700,408,1709)
subheadline-not-wanted: ΔΕΝ ΕΠΙΘΥΜΟΥΝ xyxy=(1231,239,1327,251)
lottery-row xyxy=(6,1823,199,1833)
lottery-number: 79577 xyxy=(264,1679,289,1690)
lottery-number: 76669 xyxy=(8,1822,33,1833)
lottery-number: 77940 xyxy=(312,1807,338,1817)
headline-agoros-trial: Ὁ ἀντιστράτηγος Γ. Ἀγόρος καὶ ὁ Μπαλλὰς τῆς Ε.Ρ.Ε. κατέθεσαν εἰς τὴν δίκην xyxy=(17,10,397,125)
lottery-row xyxy=(214,1641,408,1651)
article-rail-body-2: ΒΑΡΣΟΒΙΑ, 15. (Ἀσ. Πρέ.).— Ἡ ἠλεκτροκίνησις τῶν σιδηροδρόμων συνεχίζεται μὲ ταχὺν ρυθμόν. xyxy=(419,1370,613,1403)
lottery-number: 65000 xyxy=(361,1787,387,1798)
lottery-number: 40374 xyxy=(264,1748,289,1758)
headline-nato-council: ΤΟ ΣΥΜΒΟΥΛΙΟΝ ΤΟΥ ΝΑΤΟ ΚΑΤΑΡΤΙΖΕΙ ΤΗΝ ΕΚΘΕΣΙΝ ΤΟΥ ΕΝ ΟΨΕΙ ΤΗΣ ΣΥΝΟΔΟΥ xyxy=(16,379,179,439)
lottery-number: 54910 xyxy=(104,1734,130,1745)
lottery-number: 71163 xyxy=(215,1679,241,1690)
lottery-footer: Οἱ 40 δραχμὰς κερδίζουν οἱ ἀριθμοὶ οἱ λήγοντες εἰς 1. xyxy=(213,1820,408,1842)
headline-short-foreign-news: ΜΙΚΡΑΙ ΕΞΩΤΕΡΙΚΑΙ ΕΙΔΗΣΕΙΣ xyxy=(1253,1087,1502,1109)
lottery-number xyxy=(359,1808,408,1817)
article-dutch-body: ΑΜΣΤΕΡΝΤΑΜ, 15. (Ἀσσ. Πρέσ).— Τὰ μεγάλα κόμματα ὑπέστησαν σημαντικὴν μείωσιν εἰς τὰς ἐκλογάς. xyxy=(1192,614,1367,646)
lottery-row xyxy=(6,1794,199,1804)
lottery-number: 24876 xyxy=(56,1714,81,1725)
funeral-name: ΑΡΕΤΗΝ ΔΗΜ. ΚΟΝΤΟΥ xyxy=(452,1658,581,1669)
headline-nicosia-congress: ΑΠΕΒΛΗΘΗ ΕΚ ΤΟΥ ΣΥΝΕΔΡΙΟΥ ΤΗΣ ΛΕΥΚΩΣΙΑΣ ΕΙΣ ΚΙΝΕΖΟΦΙΛΟΣ ΑΦΡΙΚΑΝΟΣ ΕΚΠΡΟΣΩΠΟΣ xyxy=(23,1480,391,1510)
article-criminals-body: ΝΕΑ ΥΟΡΚΗ, 15. (Ρώυτερ).— Διὰ δύναμιν ἐκ 10.000 ἀστυνομικῶν ἐκινητοποιήθη διὰ τὴν σύλληψιν τῶν δραστῶν. xyxy=(6,980,189,1013)
lottery-number: 43508 xyxy=(361,1748,387,1758)
lottery-number: 29475 xyxy=(215,1650,241,1660)
article-radio-body: ΟΥΑΣΙΓΚΤΩΝ, 15. (Ἠνωμ. Τύποι).— Ἐνεκρίθη ἡ πώλησις ραδιοσταθμοῦ διὰ τὴν διεξαγωγὴν ἐπιστημονικῶν ἐρευνῶν. xyxy=(419,204,613,236)
lottery-number: 4918 xyxy=(264,1689,284,1700)
subhead-resistance: ΑΝΤΙΘΡΑΣΙΣ ΕΜΠΕΙΤΑΙ xyxy=(650,1701,776,1712)
lottery-number: 35396 xyxy=(312,1650,338,1660)
lottery-row xyxy=(214,1798,408,1808)
article-vietnam-body: ΛΟΝΔΙΝΟΝ, 15. (Ἀσ. Πρέ.).— Κατὰ πληροφορίας ἐκ διπλωματικῶν κύκλων, ἡ σπουδὴ τῶν Ἀμερικανῶν ἐματαίωσε τὴν ἔναρξιν συνομιλιῶν διὰ τὸ Βιετνάμ. Ὁ Σοβιετικὸς πρωθυπουργὸς Κοσύγκιν εἶχε προτείνει εἰς τὸ Ἀνόϊ τὴν ἀναστολὴν τῆς ἀποστολῆς ἐφοδίων εἰς τὸ Νότιον Βιετνὰμ ἐπὶ χρονικὸν διάστημα, ὥστε νὰ καταστῇ δυνατὴ ἡ ἔναρξις διαπραγματεύσεων. Αἱ νέαι ἀμερικανικαὶ ἐπιδρομαὶ κατὰ τῶν περιοχῶν τοῦ Βορείου Βιετνὰμ ἀπέκλεισαν πᾶσαν σχετικὴν προσπάθειαν. xyxy=(623,186,803,326)
article-sardinia-body: ΚΑΛΙΑΡΙ, Σαρδηνία, 15. (Ρώυτερ).— Λησταὶ ἀπήγαγον ἐν μέσῃ ὁδῷ τὸν υἱὸν πλουσίου ἰατροῦ καὶ ζητοῦν λύτρα. xyxy=(1192,1052,1564,1073)
lottery-row xyxy=(6,1735,199,1745)
china-story xyxy=(623,1274,1180,2318)
article-china-body: ΤΟΚΙΟ, 15. (Ἀσσ. Πρέσ).— Ὁ ὑπουργὸς ἀμύνης τῆς Λαϊκῆς Κίνας, στρατάρχης Λὶν Πιάο, κατηγόρησε τὸν πρόεδρον τῆς Κίνας Λιοὺ Σάο Τσὶ καὶ τὸν γενικὸν γραμματέα τοῦ Κ.Κ. Τὲνγκ Χσιάο Πίνγκ, ὅτι ὠργάνωσαν ἀνατροπὴν τοῦ Μάο Τσὲ Τούνγκ. Κατὰ πληροφορίας, αἱ δύο ἀντιμαχόμεναι παρατάξεις ὀχυροῦνται εἰς τὴν περιοχὴν τοῦ Θιβέτ. xyxy=(623,1470,803,1567)
lottery-number: 20015 xyxy=(104,1763,130,1774)
lottery-intro: ΑΘΗΝΑΙ, 15.— Κατὰ τὴν κλήρωσιν τοῦ Λαϊκοῦ Λαχείου ἐκέρδισαν οἱ κάτωθι ἀριθμοί: xyxy=(6,1624,199,1657)
subheadline-cuts: ΠΕΡΙΚΟΠΗ ΔΑΠΑΝΩΝ xyxy=(457,64,576,75)
headline-canaveral: ΑΓΝΩΣΤΑ ΘΑ ΠΑΡΑΜΕΙΝΟΥΝ ΤΑ ΠΡΑΓΜΑΤΙΚΑ ΑΙΤΙΑ ΤΗΣ ΣΥΓΚΛΟΝΙΣΤΙΚΗΣ ΤΡΑΓΩΔΙΑΣ ΤΟΥ ΚΑΝΑΒΕΡΑΛ xyxy=(1194,949,1562,978)
headline-da-vinci: ΕΚΔΟΣΙΣ ΚΕΙΜΕΝΩΝ ΤΟΥ ΝΤΑ ΒΙΝΤΣΙ ΕΙΣ ΗΝ. ΠΟΛΙΤΕΙΑΣ xyxy=(428,430,605,475)
lottery-number: 77991 xyxy=(312,1679,338,1690)
headline-china-president: Ο ΠΡΟΕΔΡΟΣ ΤΗΣ ΚΙΝΑΣ ΚΑΙ Ο ΓΡΑΜΜΑΤΕΥΣ Κ.Κ. ΚΑΤΗΓΟΡΟΥΝΤΑΙ ΥΠΟ ΤΟΥ ΥΠΟΥΡΓΟΥ ΑΜΥΝΗΣ ΩΣ ΟΡΓΑΝΩΣΑΝΤΕΣ ΑΝΑΤΡΟΠΗΝ ΤΟΥ ΜΑΟ xyxy=(679,1287,1124,1391)
subhead-siam: ΣΥΛΛΗΨΕΙΣ ΕΙΣ ΣΙΑΜ xyxy=(843,1004,960,1015)
headline-prague: Η ΠΡΑΓΑ ΑΝΑΙΡΕΙ ΑΜΕΡΙΚΑΝΙΚΑΣ ΕΛΕΥΘΕΡΙΑΣ xyxy=(454,1414,579,1460)
subheadline-all-east: ΟΛΟΙ ΟΙ ΑΝΑΤΟΛΙΚΟΙ xyxy=(1219,250,1339,262)
lottery-number: 49858 xyxy=(8,1744,33,1755)
article-india-body-3: ΝΕΑ ΔΕΛΧΙ, 15. (Ἀσσ. Πρέσ).— Ἤρχισεν ἡ διεξαγωγὴ τῶν γενικῶν ἐκλογῶν ἐν μέσῳ συμπλοκῶν καὶ ἐπεισοδίων. xyxy=(1381,627,1564,660)
article-china-body-5: ΤΟΚΙΟ, 15. (Ἀσσ. Πρέσ).— Ὁ ὑπουργὸς ἀμύνης τῆς Λαϊκῆς Κίνας, στρατάρχης Λὶν Πιάο, κατηγόρησε τὸν πρόεδρον τῆς Κίνας Λιοὺ Σάο Τσὶ καὶ τὸν γενικὸν γραμματέα τοῦ Κ.Κ. Τὲνγκ Χσιάο Πίνγκ, ὅτι ὠργάνωσαν ἀνατροπὴν τοῦ Μάο Τσὲ Τούνγκ. Κατὰ πληροφορίας, αἱ δύο ἀντιμαχόμεναι παρατάξεις ὀχυροῦνται εἰς τὴν περιοχὴν τοῦ Θιβέτ. xyxy=(811,1636,992,1733)
lottery-row xyxy=(6,1774,199,1784)
lottery-number xyxy=(150,1706,198,1715)
subhead-pravda: ΣΧΟΛΙΑ ΤΗΣ «ΠΡΑΒΔΑ» xyxy=(836,368,967,379)
lottery-number: 11948 xyxy=(361,1709,387,1719)
lottery-number: 40283 xyxy=(215,1748,241,1758)
article-turkey-body: ΚΩΝΣΤΑΝΤΙΝΟΥΠΟΛΙΣ, 15. (Ἀσοσ. Πρέ.).— Ἡ καταγγελία, ἐπισήμων πηγῶν, δώδεκα παιδιὰ ἀπέθανον ἐξ ἐπιδημίας ἱλαρᾶς εἰς περιοχὴν τῆς Ἀνατολικῆς Τουρκίας. xyxy=(6,755,189,809)
article-vietnam-body-4: ΛΟΝΔΙΝΟΝ, 15. (Ἀσ. Πρέ.).— Κατὰ πληροφορίας ἐκ διπλωματικῶν κύκλων, ἡ σπουδὴ τῶν Ἀμερικανῶν ἐματαίωσε τὴν ἔναρξιν συνομιλιῶν διὰ τὸ Βιετνάμ. Ὁ Σοβιετικὸς πρωθυπουργὸς Κοσύγκιν εἶχε προτείνει εἰς τὸ Ἀνόϊ τὴν ἀναστολὴν τῆς ἀποστολῆς ἐφοδίων εἰς τὸ Νότιον Βιετνὰμ ἐπὶ χρονικὸν διάστημα, ὥστε νὰ καταστῇ δυνατὴ ἡ ἔναρξις διαπραγματεύσεων. Αἱ νέαι ἀμερικανικαὶ ἐπιδρομαὶ κατὰ τῶν περιοχῶν τοῦ Βορείου Βιετνὰμ ἀπέκλεισαν πᾶσαν σχετικὴν προσπάθειαν. xyxy=(811,178,1180,503)
subhead-battle: ΦΟΝΙΚΗ ΜΑΧΗ xyxy=(1049,460,1132,471)
headline-rhodesia: Η ΑΓΓΛΙΑ ΘΑ ΣΥΝΕΧΙΣΗ ΤΑ ΟΙΚΟΝΟΜΙΚΑ ΜΕΤΡΑ ΚΑΤΑ ΤΗΣ ΡΟΔΕΣΙΑΣ xyxy=(420,326,612,371)
lottery-row xyxy=(214,1719,408,1729)
lottery-number: 11244 xyxy=(312,1709,338,1719)
lottery-row xyxy=(214,1778,408,1788)
lottery-number: 43996 xyxy=(312,1758,338,1768)
lottery-number: 37421 xyxy=(152,1773,178,1784)
lottery-row xyxy=(214,1690,408,1700)
lottery-number: 7265 xyxy=(264,1699,284,1709)
lottery-row xyxy=(214,1631,408,1641)
second-column xyxy=(419,10,613,1328)
headline-ulbricht: «ΕΠΙΚΙΝΔΥΝΟΝ» ΘΕΩΡΕΙ Ο ΟΥΛΜΠΡΙΧΤ ΤΗΝ ΥΠΟ ΤΟΥ ΜΠΛΟΚ ΑΝΑΓΝΩΡΙΣΙΝ ΤΗΣ ΒΟΝΝΗΣ xyxy=(1192,165,1367,239)
article-rail-body: ΒΑΡΣΟΒΙΑ, 15. (Ἀσ. Πρέ.).— Ἡ ἠλεκτροκίνησις τῶν σιδηροδρόμων συνεχίζεται μὲ ταχὺν ρυθμόν. xyxy=(419,1334,613,1366)
article-adenauer-body: ΠΑΡΙΣΙΟΙ, 15. (Ἀσσ. Πρέσ).— Ὁ πρώην καγκελλάριος τῆς Δυτικῆς Γερμανίας κ. Ἀντενάουερ ἐξέφρασε τὴν ἀντίθεσίν του πρὸς τὴν συνθήκην. xyxy=(1192,914,1564,934)
lottery-row xyxy=(214,1660,408,1670)
lottery-number: 20477 xyxy=(215,1640,241,1651)
article-moon-body: ΠΑΣΑΝΤΕΝΑ, Καλιφόρνια, 15, (Ἀσ. Πρέ.).— Εἰς τὸ φωτογραφικὸ ὅτι εἰκόνες πρωτοφανοῦς εὐκρινείας τῆς σελήνης, διεβιβάσθη ἐκ τοῦ διαστημοπλοίου «Ὀρμπίτερ» ἀπὸ ἀπόστασιν 3.000 χιλιομέτρων περίπου. Αἱ εἰκόνες αὗται εἶναι πολὺ καλύτεραι τῶν προηγουμένων. xyxy=(11,274,184,361)
lottery-number xyxy=(102,1706,150,1715)
lottery-row xyxy=(214,1680,408,1690)
lottery-number: 16191 xyxy=(56,1773,81,1784)
lottery-number: 17117 xyxy=(56,1705,81,1715)
article-rhodesia-body: ΗΝΩΜΕΝΑ ΕΘΝΗ, 15. (Ἀσ. Πρέ.).— Ὁ Βρεττανὸς ὑπουργὸς ἐδήλωσεν ὅτι ἡ κυβέρνησις θὰ συνεχίσῃ τὰς οἰκονομικὰς κυρώσεις. xyxy=(419,375,613,419)
article-industries-body-3: ΜΟΣΧΑ, 15. (Ἠνωμ. Τύποι).— Ὑπὸ τοῦ ἀμερικανικοῦ κεφαλαίου ἐλέγχονται πολλαὶ μεγάλαι βιομηχανίαι τῆς Δυτικῆς Γερμανίας, κατὰ στοιχεῖα σοβιετικῶν πηγῶν. xyxy=(212,1414,408,1458)
lottery-number: 62471 xyxy=(264,1787,289,1798)
lottery-number: 8369 xyxy=(264,1630,284,1641)
subheadline-kosygin: Ὁ Κοσύγκιν ἐπρότεινεν εἰς τὸ Ἀνόϊ ἀναστολὴν τῆς ἀποστολῆς ἐφοδίων xyxy=(656,126,1148,166)
headline-novel-seizure: ΔΙΕΤΑΧΘΗ ΚΑΤΑΣΧΕΣΙΣ ΑΜΕΡΙΚΑΝΙΚΟΥ ΜΥΘΙΣΤΟΡΗΜΑΤΟΣ xyxy=(433,523,600,568)
subhead-schools: ΕΠΙΘΕΣΗ ΕΙΣ ΤΑ ΣΧΟΛΕΙΑ xyxy=(830,1616,973,1628)
headline-sardinia: ΥΙΟΣ ΠΛΟΥΣΙΟΥ ΙΑΤΡΟΥ ΕΙΣ ΤΗΝ ΣΑΡΔΗΝΙΑΝ ΑΠΗΧΘΗ ΕΝ ΜΕΣΗ ΟΔΩ ΥΠΟ ΤΩΝ ΛΗΣΤΩΝ xyxy=(1218,1017,1538,1048)
article-novel-body: ΛΟΝΤΙ, 15. (Ἠνωμ. Τύποι).— Ὁ εἰσαγγελεὺς διέταξε τὴν κατάσχεσιν τοῦ βιβλίου. xyxy=(419,571,613,593)
lottery-number: 7822 xyxy=(312,1699,333,1709)
article-mcnamara-body-5: ΟΥΑΣΙΓΚΤΩΝ, 15. (Ἀσ. Πρέ.).— Ὁ Ἀμερικανὸς ὑπουργὸς ἀμύνης Μὰκ Ναμάρα ἐξέφρασεν ἀμφιβολίας διὰ τὴν ἀποτελεσματικότητα τῶν βομβαρδισμῶν τοῦ Βορείου Βιετνάμ, οἱ ὁποῖοι δὲν περιώρισαν τὴν διείσδυσιν ἀνδρῶν καὶ ἐφοδίων πρὸς τὸ Νότον. xyxy=(811,1023,992,1099)
lottery-number: 57800 xyxy=(264,1669,289,1680)
